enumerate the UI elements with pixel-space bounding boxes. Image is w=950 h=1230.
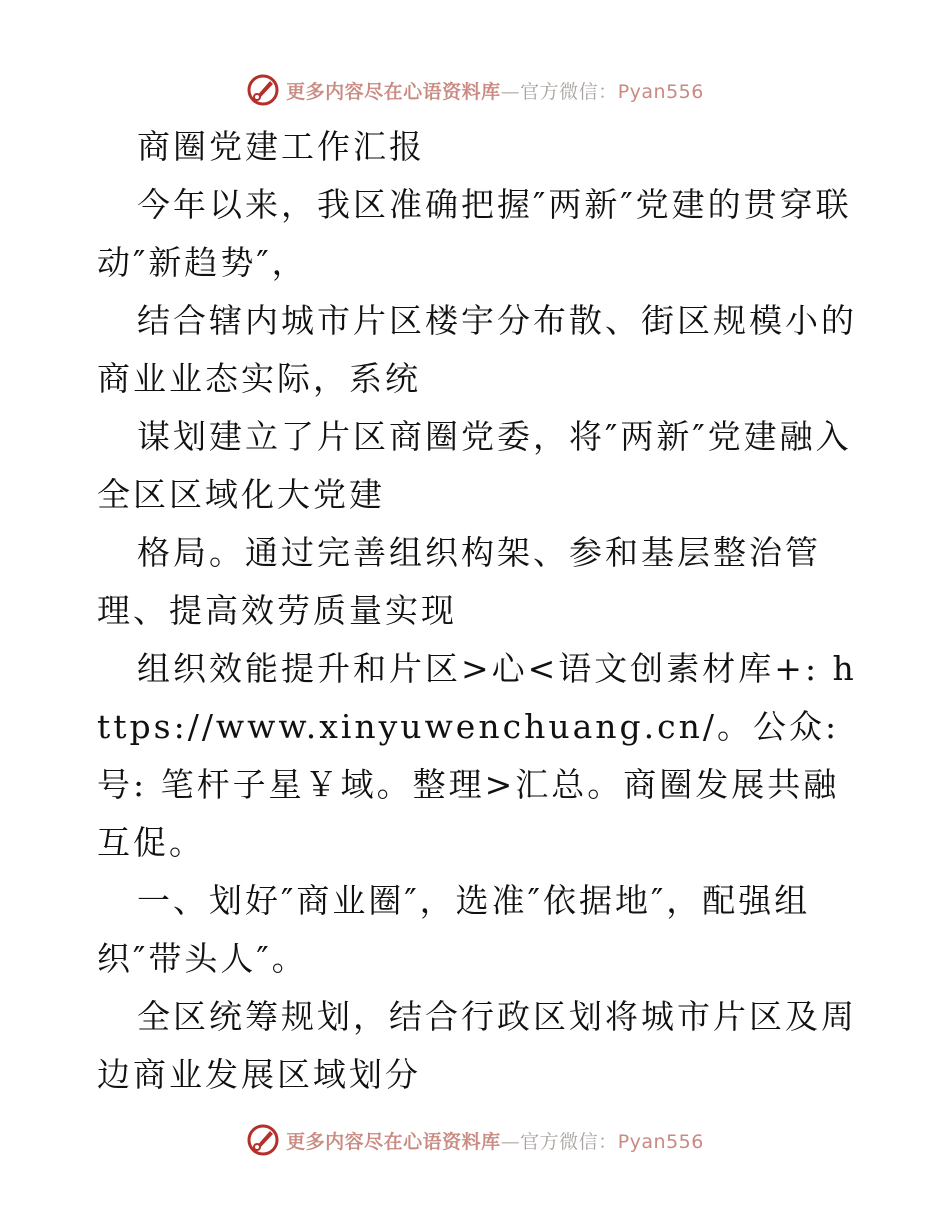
watermark-label: 官方微信： [520,80,618,103]
document-title: 商圈党建工作汇报 [137,127,425,166]
watermark-text [286,77,704,104]
watermark-id: Pyan556 [617,80,704,103]
paragraph-6: 一、划好″商业圈″，选准″依据地″，配强组织″带头人″。 [97,881,811,978]
footer-watermark [0,1120,950,1160]
paragraph-7: 全区统筹规划，结合行政区划将城市片区及周边商业发展区域划分 [97,997,857,1094]
paragraph-2: 结合辖内城市片区楼宇分布散、街区规模小的商业业态实际，系统 [97,301,857,398]
paragraph-4: 格局。通过完善组织构架、参和基层整治管理、提高效劳质量实现 [97,533,821,630]
document-body [97,118,857,1104]
header-watermark [0,70,950,110]
watermark-dash: — [500,1130,521,1153]
quill-logo-icon [246,73,280,107]
quill-logo-icon [246,1123,280,1157]
watermark-text [286,1127,704,1154]
watermark-label: 官方微信： [520,1130,618,1153]
watermark-brand: 更多内容尽在心语资料库 [286,1130,501,1153]
watermark-dash: — [500,80,521,103]
watermark-brand: 更多内容尽在心语资料库 [286,80,501,103]
paragraph-3: 谋划建立了片区商圈党委，将″两新″党建融入全区区域化大党建 [97,417,852,514]
watermark-id: Pyan556 [617,1130,704,1153]
paragraph-1: 今年以来，我区准确把握″两新″党建的贯穿联动″新趋势″， [97,185,852,282]
paragraph-5: 组织效能提升和片区>心<语文创素材库+: https://www.xinyuwenchuang.cn/。公众:号: 笔杆子星￥域。整理>汇总。商圈发展共融互促。 [97,649,857,862]
